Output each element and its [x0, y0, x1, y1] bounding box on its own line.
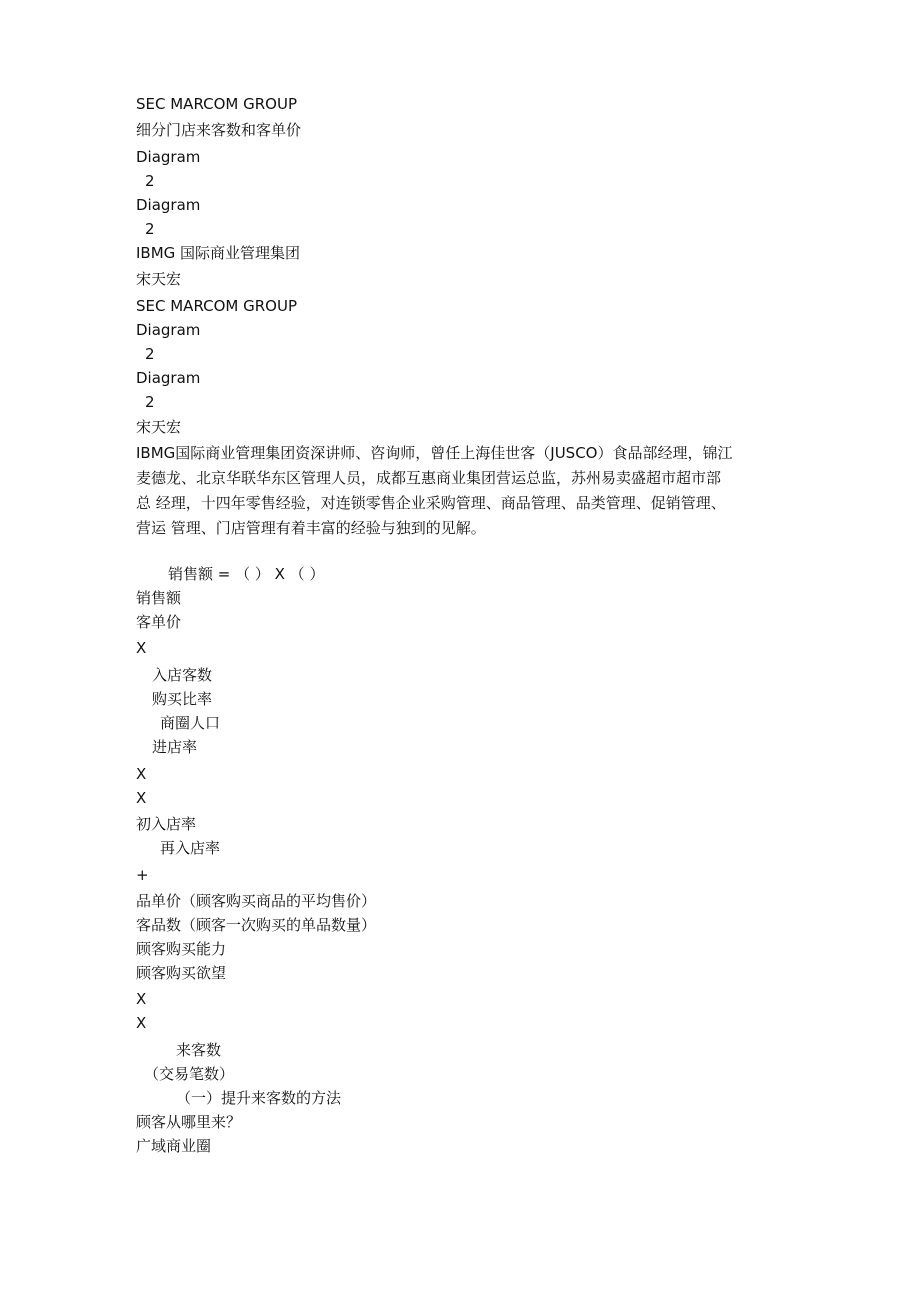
- text-line-diagram-3: Diagram: [136, 321, 201, 339]
- bio-line-4: 营运 管理、门店管理有着丰富的经验与独到的见解。: [136, 519, 486, 537]
- item-entry-rate: 进店率: [152, 738, 198, 756]
- text-line-author-1: 宋天宏: [136, 270, 182, 288]
- item-purchasing-power: 顾客购买能力: [136, 940, 227, 958]
- item-x-4: X: [136, 990, 147, 1008]
- item-x-5: X: [136, 1014, 147, 1032]
- text-line-sec-marcom-2: SEC MARCOM GROUP: [136, 297, 297, 315]
- text-line-sec-marcom-1: SEC MARCOM GROUP: [136, 95, 297, 113]
- text-line-number-1: 2: [145, 172, 155, 190]
- text-line-diagram-1: Diagram: [136, 148, 201, 166]
- item-plus: +: [136, 866, 149, 884]
- text-line-author-2: 宋天宏: [136, 418, 182, 436]
- item-avg-ticket: 客单价: [136, 613, 182, 631]
- item-where-customers-from: 顾客从哪里来？: [136, 1113, 242, 1131]
- text-line-ibmg: IBMG 国际商业管理集团: [136, 244, 301, 262]
- item-transaction-count: （交易笔数）: [144, 1065, 235, 1083]
- text-line-number-3: 2: [145, 345, 155, 363]
- item-first-entry-rate: 初入店率: [136, 815, 197, 833]
- item-purchase-desire: 顾客购买欲望: [136, 964, 227, 982]
- item-unit-price: 品单价（顾客购买商品的平均售价）: [136, 892, 377, 910]
- item-purchase-rate: 购买比率: [152, 690, 213, 708]
- item-re-entry-rate: 再入店率: [160, 839, 221, 857]
- item-store-visitors: 入店客数: [152, 666, 213, 684]
- item-trade-area-population: 商圈人口: [160, 714, 221, 732]
- bio-line-1: IBMG国际商业管理集团资深讲师、咨询师，曾任上海佳世客（JUSCO）食品部经理，锦江: [136, 444, 733, 462]
- item-wide-trade-area: 广域商业圈: [136, 1137, 212, 1155]
- section-heading-methods: （一）提升来客数的方法: [176, 1089, 342, 1107]
- sales-formula: 销售额 = （ ） X （ ）: [168, 565, 325, 583]
- bio-line-3: 总 经理，十四年零售经验，对连锁零售企业采购管理、商品管理、品类管理、促销管理、: [136, 494, 726, 512]
- text-line-heading: 细分门店来客数和客单价: [136, 121, 302, 139]
- text-line-diagram-2: Diagram: [136, 196, 201, 214]
- text-line-diagram-4: Diagram: [136, 369, 201, 387]
- item-customer-count: 来客数: [176, 1041, 222, 1059]
- bio-line-2: 麦德龙、北京华联华东区管理人员，成都互惠商业集团营运总监，苏州易卖盛超市超市部: [136, 469, 722, 487]
- text-line-number-4: 2: [145, 393, 155, 411]
- item-x-2: X: [136, 765, 147, 783]
- item-x-1: X: [136, 639, 147, 657]
- item-items-per-customer: 客品数（顾客一次购买的单品数量）: [136, 916, 377, 934]
- text-line-number-2: 2: [145, 220, 155, 238]
- item-x-3: X: [136, 789, 147, 807]
- item-sales: 销售额: [136, 589, 182, 607]
